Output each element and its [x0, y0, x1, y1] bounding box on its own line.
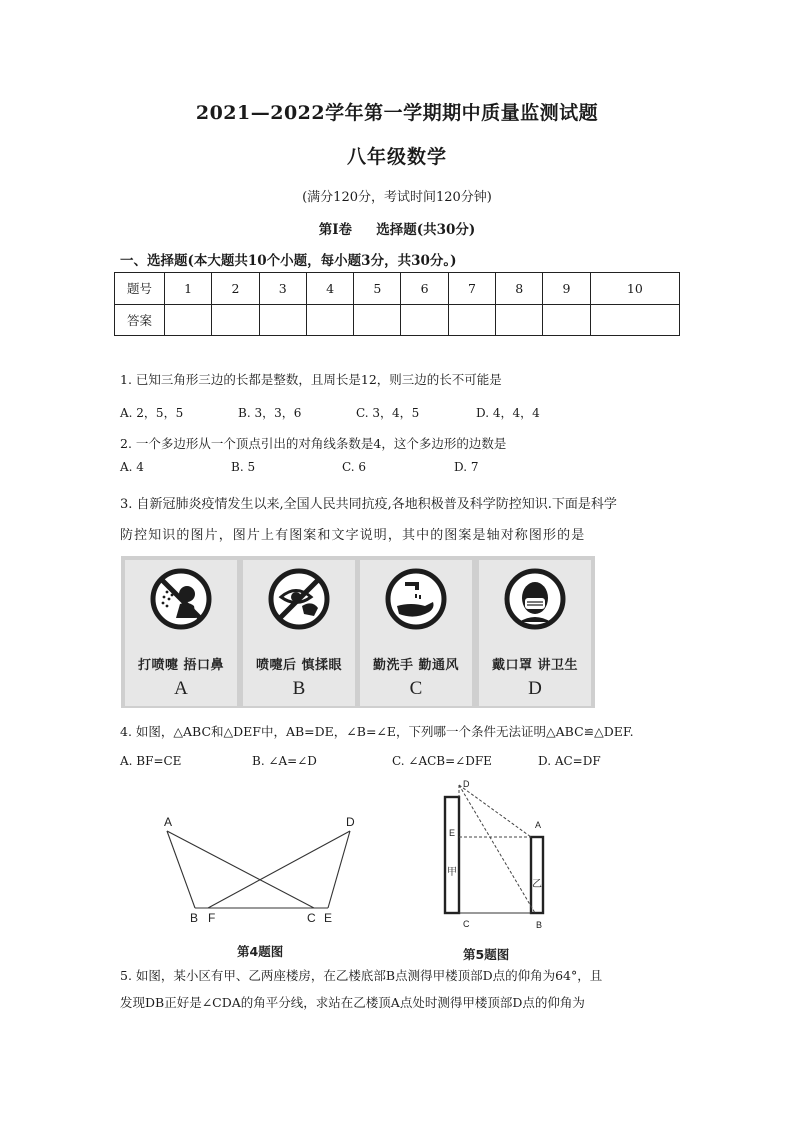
question-number-cell: 7 [448, 273, 495, 305]
question-1-options [120, 404, 680, 422]
answer-cell[interactable] [590, 304, 679, 336]
card-caption: 勤洗手 勤通风 [372, 658, 460, 673]
q4-option-a: A. BF=CE [120, 754, 182, 768]
figure-4-caption: 第4题图 [237, 944, 284, 959]
table-header-cell: 题号 [115, 273, 165, 305]
choice-card-b[interactable] [243, 560, 355, 706]
q1-option-d: D. 4，4，4 [476, 406, 540, 420]
question-1-stem: 1. 已知三角形三边的长都是整数，且周长是12，则三边的长不可能是 [120, 372, 502, 387]
figure-5-caption: 第5题图 [463, 947, 510, 962]
point-label-a: A [535, 820, 542, 830]
question-number-cell: 8 [496, 273, 543, 305]
answer-cell[interactable] [306, 304, 353, 336]
answer-cell[interactable] [401, 304, 448, 336]
question-number-cell: 10 [590, 273, 679, 305]
answer-cell[interactable] [354, 304, 401, 336]
no-sneeze-icon [150, 568, 212, 630]
question-number-cell: 3 [259, 273, 306, 305]
q1-option-a: A. 2，5，5 [120, 406, 184, 420]
question-3-stem-line2: 防控知识的图片，图片上有图案和文字说明，其中的图案是轴对称图形的是 [120, 528, 586, 543]
point-label-d: D [346, 815, 355, 829]
answer-cell[interactable] [212, 304, 259, 336]
building-yi-label: 乙 [532, 879, 542, 890]
card-caption: 打喷嚏 捂口鼻 [137, 658, 225, 673]
point-label-a: A [164, 815, 173, 829]
point-label-b: B [190, 911, 199, 925]
answer-cell[interactable] [496, 304, 543, 336]
question-4-options [120, 754, 680, 772]
q1-option-b: B. 3，3，6 [238, 406, 302, 420]
point-label-c: C [463, 919, 470, 929]
table-row [115, 304, 680, 336]
section-title: 第Ⅰ卷 选择题(共30分) [318, 222, 476, 238]
point-label-f: F [208, 911, 216, 925]
question-2-stem: 2. 一个多边形从一个顶点引出的对角线条数是4，这个多边形的边数是 [120, 436, 507, 451]
card-caption: 戴口罩 讲卫生 [491, 658, 579, 673]
card-letter: B [292, 678, 306, 699]
mask-icon [504, 568, 566, 630]
card-letter: D [528, 678, 542, 699]
epidemic-prevention-images [121, 556, 595, 708]
question-number-cell: 4 [306, 273, 353, 305]
point-label-d: D [463, 779, 470, 789]
card-letter: C [409, 678, 423, 699]
answer-table [114, 272, 680, 336]
choice-card-d[interactable] [479, 560, 591, 706]
table-header-cell: 答案 [115, 304, 165, 336]
card-letter: A [174, 678, 188, 699]
answer-cell[interactable] [543, 304, 590, 336]
q4-option-c: C. ∠ACB=∠DFE [392, 754, 492, 768]
q4-option-b: B. ∠A=∠D [252, 754, 317, 768]
question-5-stem-line2: 发现DB正好是∠CDA的角平分线，求站在乙楼顶A点处时测得甲楼顶部D点的仰角为 [120, 995, 585, 1010]
question-number-cell: 1 [165, 273, 212, 305]
q2-option-a: A. 4 [120, 460, 144, 474]
question-4-stem: 4. 如图，△ABC和△DEF中，AB=DE，∠B=∠E，下列哪一个条件无法证明△ABC≌△DEF. [120, 724, 634, 739]
exam-note: (满分120分，考试时间120分钟) [302, 190, 492, 205]
q2-option-d: D. 7 [454, 460, 479, 474]
q2-option-b: B. 5 [231, 460, 256, 474]
no-rub-eye-icon [268, 568, 330, 630]
q4-option-d: D. AC=DF [538, 754, 601, 768]
point-label-c: C [307, 911, 316, 925]
question-5-stem-line1: 5. 如图，某小区有甲、乙两座楼房，在乙楼底部B点测得甲楼顶部D点的仰角为64°，且 [120, 968, 603, 983]
figure-5-buildings [425, 775, 575, 965]
q2-option-c: C. 6 [342, 460, 367, 474]
figure-4-triangles [150, 800, 380, 965]
point-label-b: B [536, 920, 543, 930]
point-label-e: E [324, 911, 333, 925]
card-caption: 喷嚏后 慎揉眼 [255, 658, 343, 673]
table-row [115, 273, 680, 305]
question-number-cell: 9 [543, 273, 590, 305]
choice-card-c[interactable] [360, 560, 472, 706]
building-jia-label: 甲 [447, 867, 457, 878]
answer-cell[interactable] [165, 304, 212, 336]
question-number-cell: 2 [212, 273, 259, 305]
answer-cell[interactable] [448, 304, 495, 336]
question-number-cell: 5 [354, 273, 401, 305]
exam-subject: 八年级数学 [346, 146, 447, 168]
choice-card-a[interactable] [125, 560, 237, 706]
exam-title: 2021—2022学年第一学期期中质量监测试题 [195, 102, 599, 124]
part-heading: 一、选择题(本大题共10个小题，每小题3分，共30分。) [120, 253, 457, 269]
question-number-cell: 6 [401, 273, 448, 305]
question-3-stem-line1: 3. 自新冠肺炎疫情发生以来,全国人民共同抗疫,各地积极普及科学防控知识.下面是科学 [120, 497, 617, 512]
q1-option-c: C. 3，4，5 [356, 406, 420, 420]
answer-cell[interactable] [259, 304, 306, 336]
question-2-options [120, 460, 680, 478]
point-label-e: E [449, 828, 456, 838]
hand-wash-icon [385, 568, 447, 630]
